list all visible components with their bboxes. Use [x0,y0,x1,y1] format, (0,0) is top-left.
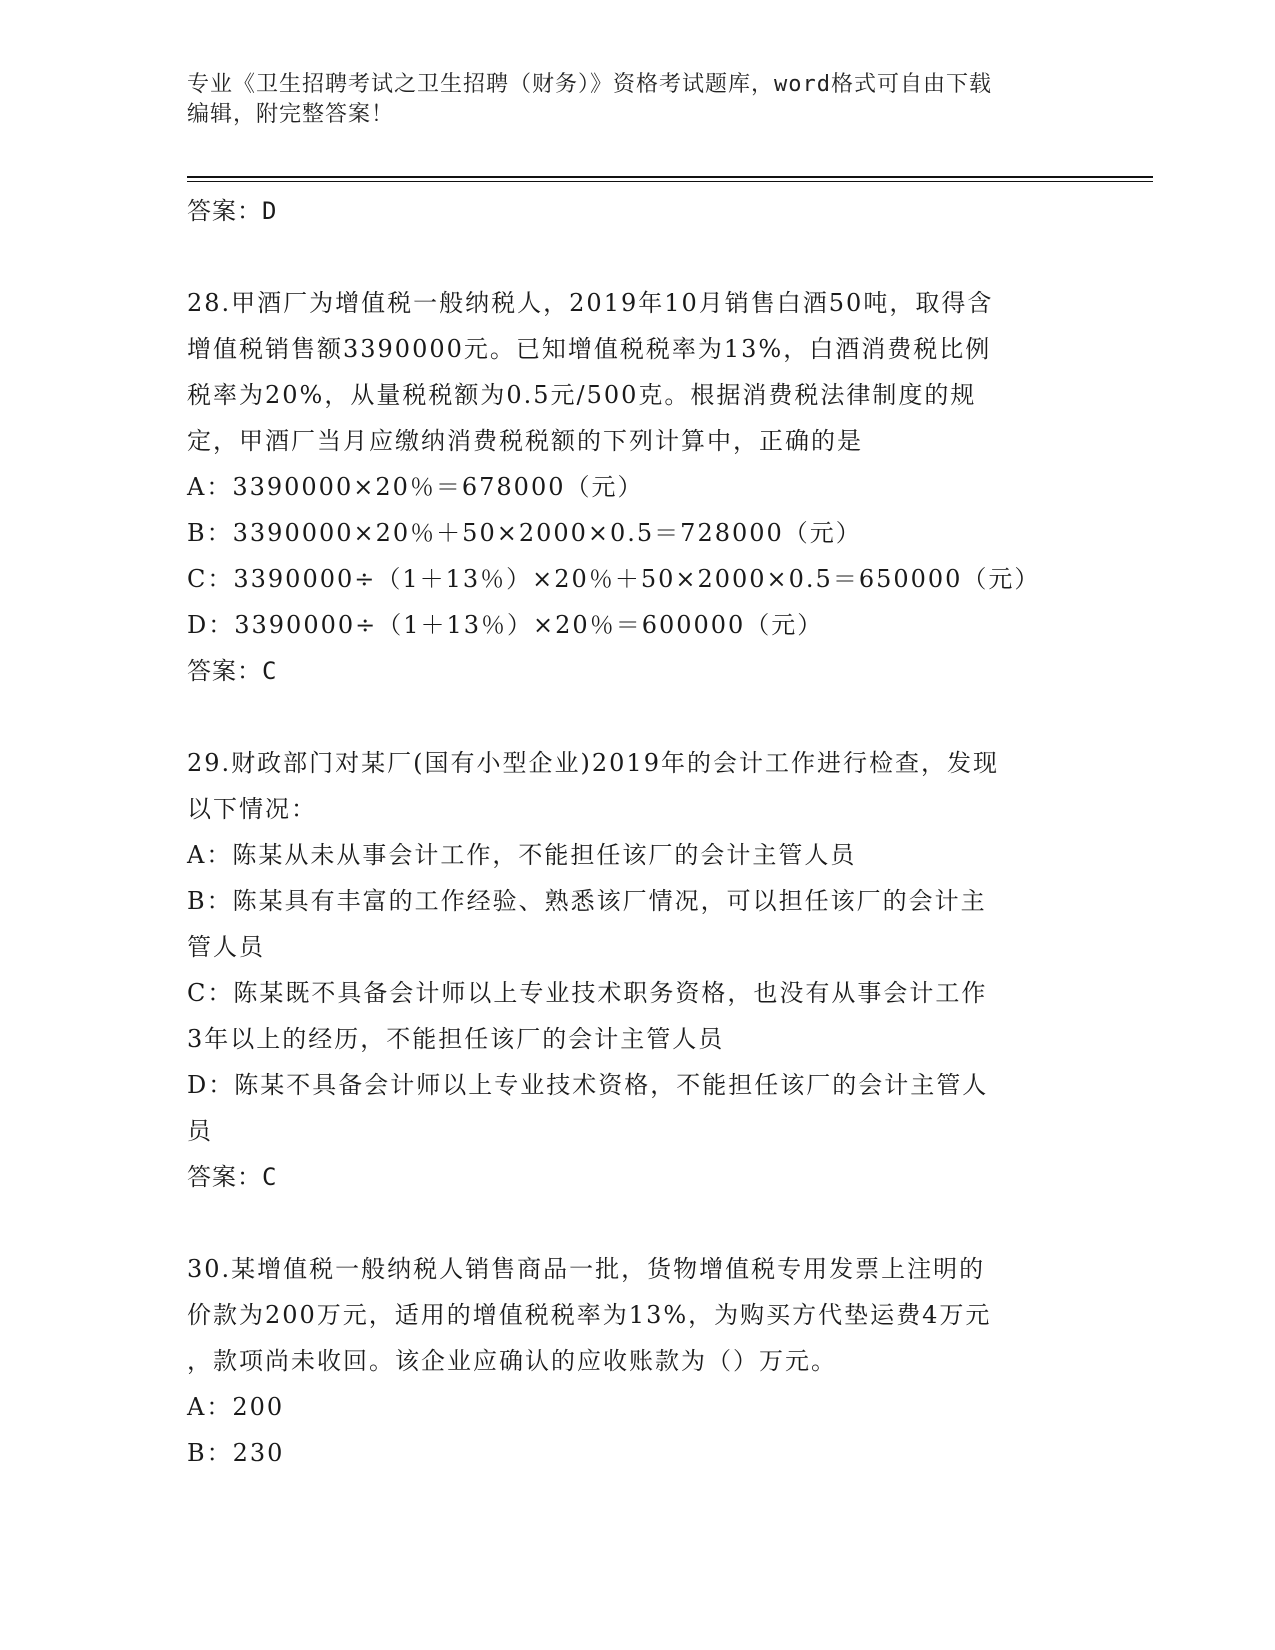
option-d-continued: 员 [187,1117,213,1145]
header-rule [187,176,1153,178]
answer-line: 答案：D [187,197,278,225]
option-d: D：陈某不具备会计师以上专业技术资格，不能担任该厂的会计主管人 [187,1071,989,1099]
question-28 [187,280,1087,694]
option-c-continued: 3年以上的经历，不能担任该厂的会计主管人员 [187,1025,725,1053]
answer-line: 答案：C [187,657,278,685]
option-a: A：200 [187,1393,285,1421]
option-d: D：3390000÷（1＋13％）×20％＝600000（元） [187,611,824,639]
header-line-2: 编辑，附完整答案！ [187,102,395,127]
answer-line: 答案：C [187,1163,278,1191]
question-stem-line: 价款为200万元，适用的增值税税率为13%，为购买方代垫运费4万元 [187,1301,992,1329]
question-stem-line: ，款项尚未收回。该企业应确认的应收账款为（）万元。 [187,1347,837,1375]
option-a: A：陈某从未从事会计工作，不能担任该厂的会计主管人员 [187,841,857,869]
question-30 [187,1246,1087,1476]
question-stem-line: 以下情况： [187,795,317,823]
question-29 [187,740,1087,1200]
header-line-1: 专业《卫生招聘考试之卫生招聘（财务）》资格考试题库，word格式可自由下载 [187,72,992,97]
option-b-continued: 管人员 [187,933,265,961]
option-c: C：3390000÷（1＋13％）×20％＋50×2000×0.5＝650000（元） [187,565,1041,593]
option-b: B：3390000×20％＋50×2000×0.5＝728000（元） [187,519,862,547]
option-b: B：陈某具有丰富的工作经验、熟悉该厂情况，可以担任该厂的会计主 [187,887,987,915]
question-stem-line: 增值税销售额3390000元。已知增值税税率为13%，白酒消费税比例 [187,335,992,363]
question-stem-line: 30.某增值税一般纳税人销售商品一批，货物增值税专用发票上注明的 [187,1255,986,1283]
header-rule-thin [187,181,1153,182]
spacer [187,234,1087,280]
question-stem-line: 29.财政部门对某厂(国有小型企业)2019年的会计工作进行检查，发现 [187,749,999,777]
page-header [187,70,1087,130]
option-a: A：3390000×20％＝678000（元） [187,473,644,501]
option-c: C：陈某既不具备会计师以上专业技术职务资格，也没有从事会计工作 [187,979,988,1007]
document-body [187,188,1087,1476]
option-b: B：230 [187,1439,285,1467]
question-stem-line: 税率为20%，从量税税额为0.5元/500克。根据消费税法律制度的规 [187,381,977,409]
spacer [187,1200,1087,1246]
question-stem-line: 定，甲酒厂当月应缴纳消费税税额的下列计算中，正确的是 [187,427,863,455]
spacer [187,694,1087,740]
question-stem-line: 28.甲酒厂为增值税一般纳税人，2019年10月销售白酒50吨，取得含 [187,289,994,317]
